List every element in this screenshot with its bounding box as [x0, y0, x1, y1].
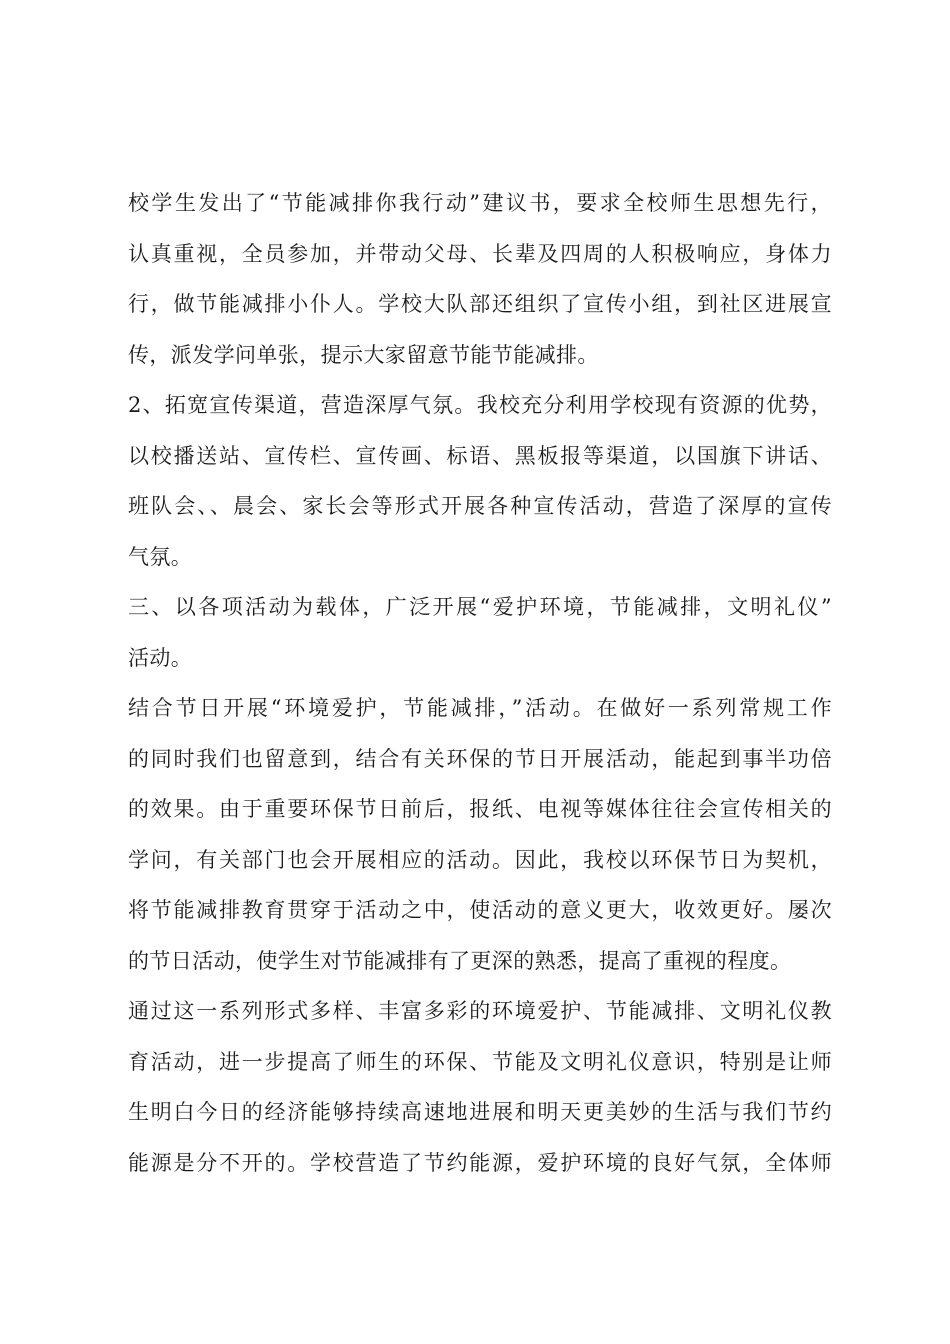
text-line-4: 传，派发学问单张，提示大家留意节能节能减排。	[128, 342, 599, 367]
text-line-7: 班队会、、晨会、家长会等形式开展各种宣传活动，营造了深厚的宣传	[128, 494, 832, 518]
document-body	[128, 178, 832, 1188]
text-line-17: 通过这一系列形式多样、丰富多彩的环境爱护、节能减排、文明礼仪教	[128, 999, 832, 1023]
text-line-13: 的效果。由于重要环保节日前后，报纸、电视等媒体往往会宣传相关的	[128, 797, 832, 821]
text-line-15: 将节能减排教育贯穿于活动之中，使活动的意义更大，收效更好。屡次	[128, 898, 832, 922]
text-line-8: 气氛。	[128, 544, 193, 569]
text-line-3: 行，做节能减排小仆人。学校大队部还组织了宣传小组，到社区进展宣	[128, 292, 832, 316]
text-line-6: 以校播送站、宣传栏、宣传画、标语、黑板报等渠道，以国旗下讲话、	[128, 443, 832, 468]
text-line-11: 结合节日开展“环境爱护，节能减排，”活动。在做好一系列常规工作	[128, 696, 832, 720]
text-line-12: 的同时我们也留意到，结合有关环保的节日开展活动，能起到事半功倍	[128, 746, 832, 771]
text-line-10: 活动。	[128, 645, 193, 670]
text-line-14: 学问，有关部门也会开展相应的活动。因此，我校以环保节日为契机，	[128, 847, 832, 872]
text-line-16: 的节日活动，使学生对节能减排有了更深的熟悉，提高了重视的程度。	[128, 948, 792, 973]
text-line-20: 能源是分不开的。学校营造了节约能源，爱护环境的良好气氛，全体师	[128, 1150, 832, 1175]
text-line-9: 三、以各项活动为载体，广泛开展“爱护环境，节能减排，文明礼仪”	[128, 595, 832, 619]
text-line-2: 认真重视，全员参加，并带动父母、长辈及四周的人积极响应，身体力	[128, 241, 832, 266]
text-line-1: 校学生发出了“节能减排你我行动”建议书，要求全校师生思想先行，	[128, 191, 832, 215]
text-line-5: 2、拓宽宣传渠道，营造深厚气氛。我校充分利用学校现有资源的优势，	[128, 393, 832, 417]
text-line-18: 育活动，进一步提高了师生的环保、节能及文明礼仪意识，特别是让师	[128, 1049, 832, 1074]
text-line-19: 生明白今日的经济能够持续高速地进展和明天更美妙的生活与我们节约	[128, 1100, 832, 1124]
